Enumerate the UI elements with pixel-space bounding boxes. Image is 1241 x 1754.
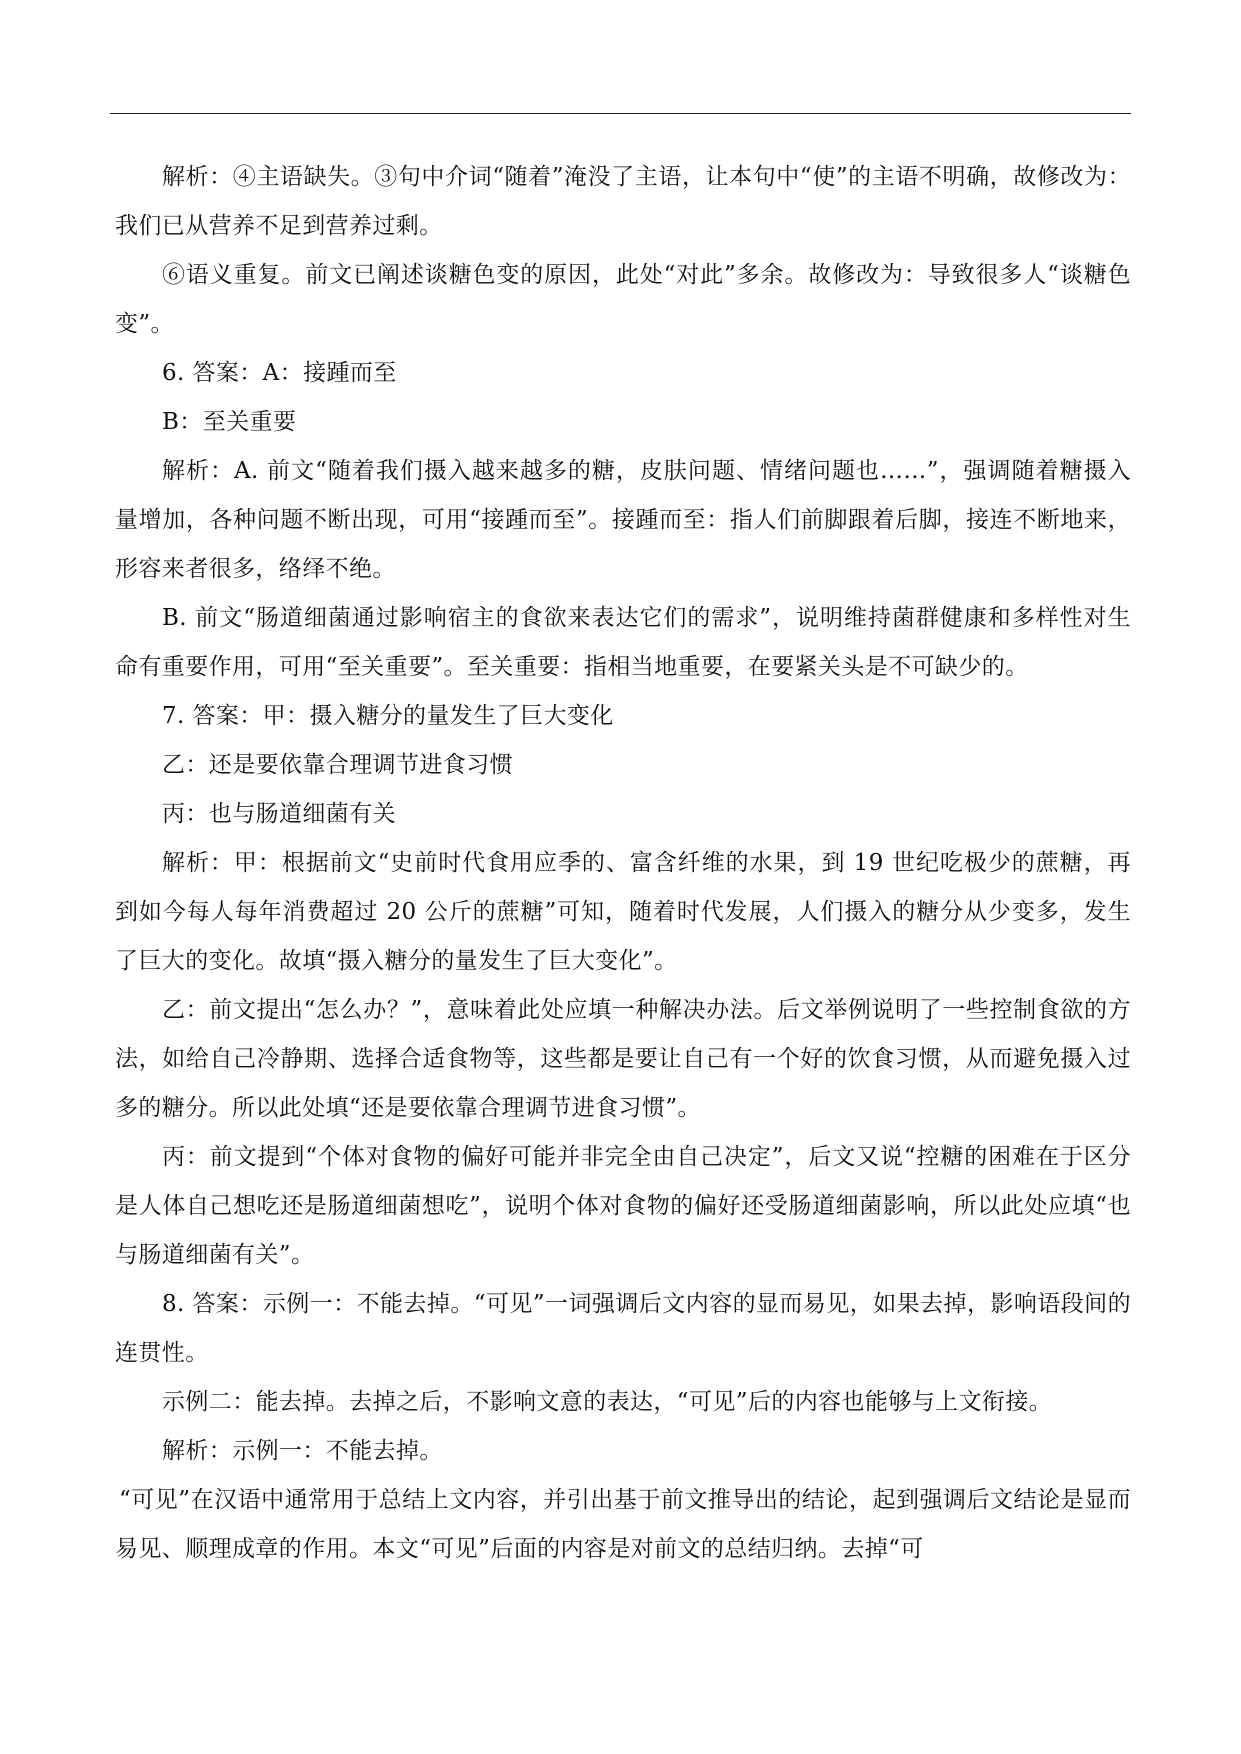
paragraph-answer-7-bing: 丙：也与肠道细菌有关 (162, 801, 396, 827)
paragraph-answer-6-b: B：至关重要 (162, 409, 297, 435)
paragraph-answer-6-a: 6. 答案：A：接踵而至 (162, 360, 397, 386)
paragraph-analysis-7-yi: 乙：前文提出“怎么办？”，意味着此处应填一种解决办法。后文举例说明了一些控制食欲的方法，如给自己冷静期、选择合适食物等，这些都是要让自己有一个好的饮食习惯，从而避免摄入过多的糖分。所以此处填“还是要依靠合理调节进食习惯”。 (115, 997, 1131, 1121)
paragraph-analysis-6-a: 解析：A. 前文“随着我们摄入越来越多的糖，皮肤问题、情绪问题也……”，强调随着糖摄入量增加，各种问题不断出现，可用“接踵而至”。接踵而至：指人们前脚跟着后脚，接连不断地来，形容来者很多，络绎不绝。 (115, 458, 1131, 582)
paragraph-analysis-6-b: B. 前文“肠道细菌通过影响宿主的食欲来表达它们的需求”，说明维持菌群健康和多样性对生命有重要作用，可用“至关重要”。至关重要：指相当地重要，在要紧关头是不可缺少的。 (115, 605, 1131, 680)
paragraph-answer-8-example-1: 8. 答案：示例一：不能去掉。“可见”一词强调后文内容的显而易见，如果去掉，影响语段间的连贯性。 (115, 1291, 1131, 1366)
header-rule (110, 113, 1131, 114)
paragraph-analysis-6: ⑥语义重复。前文已阐述谈糖色变的原因，此处“对此”多余。故修改为：导致很多人“谈糖色变”。 (115, 262, 1131, 337)
paragraph-answer-7-yi: 乙：还是要依靠合理调节进食习惯 (162, 752, 513, 778)
paragraph-analysis-7-jia: 解析：甲：根据前文“史前时代食用应季的、富含纤维的水果，到 19 世纪吃极少的蔗糖，再到如今每人每年消费超过 20 公斤的蔗糖”可知，随着时代发展，人们摄入的糖分从少变多，发生了巨大的变化。故填“摄入糖分的量发生了巨大变化”。 (115, 850, 1131, 974)
paragraph-analysis-7-bing: 丙：前文提到“个体对食物的偏好可能并非完全由自己决定”，后文又说“控糖的困难在于区分是人体自己想吃还是肠道细菌想吃”，说明个体对食物的偏好还受肠道细菌影响，所以此处应填“也与肠道细菌有关”。 (115, 1144, 1131, 1268)
paragraph-answer-7-jia: 7. 答案：甲：摄入糖分的量发生了巨大变化 (162, 703, 614, 729)
paragraph-analysis-8-body: “可见”在汉语中通常用于总结上文内容，并引出基于前文推导出的结论，起到强调后文结论是显而易见、顺理成章的作用。本文“可见”后面的内容是对前文的总结归纳。去掉“可 (115, 1487, 1131, 1562)
paragraph-analysis-8-title: 解析：示例一：不能去掉。 (162, 1438, 443, 1464)
paragraph-analysis-4-3: 解析：④主语缺失。③句中介词“随着”淹没了主语，让本句中“使”的主语不明确，故修改为：我们已从营养不足到营养过剩。 (115, 164, 1131, 239)
answer-analysis-body (115, 153, 1131, 1574)
paragraph-answer-8-example-2: 示例二：能去掉。去掉之后，不影响文意的表达，“可见”后的内容也能够与上文衔接。 (162, 1389, 1053, 1415)
